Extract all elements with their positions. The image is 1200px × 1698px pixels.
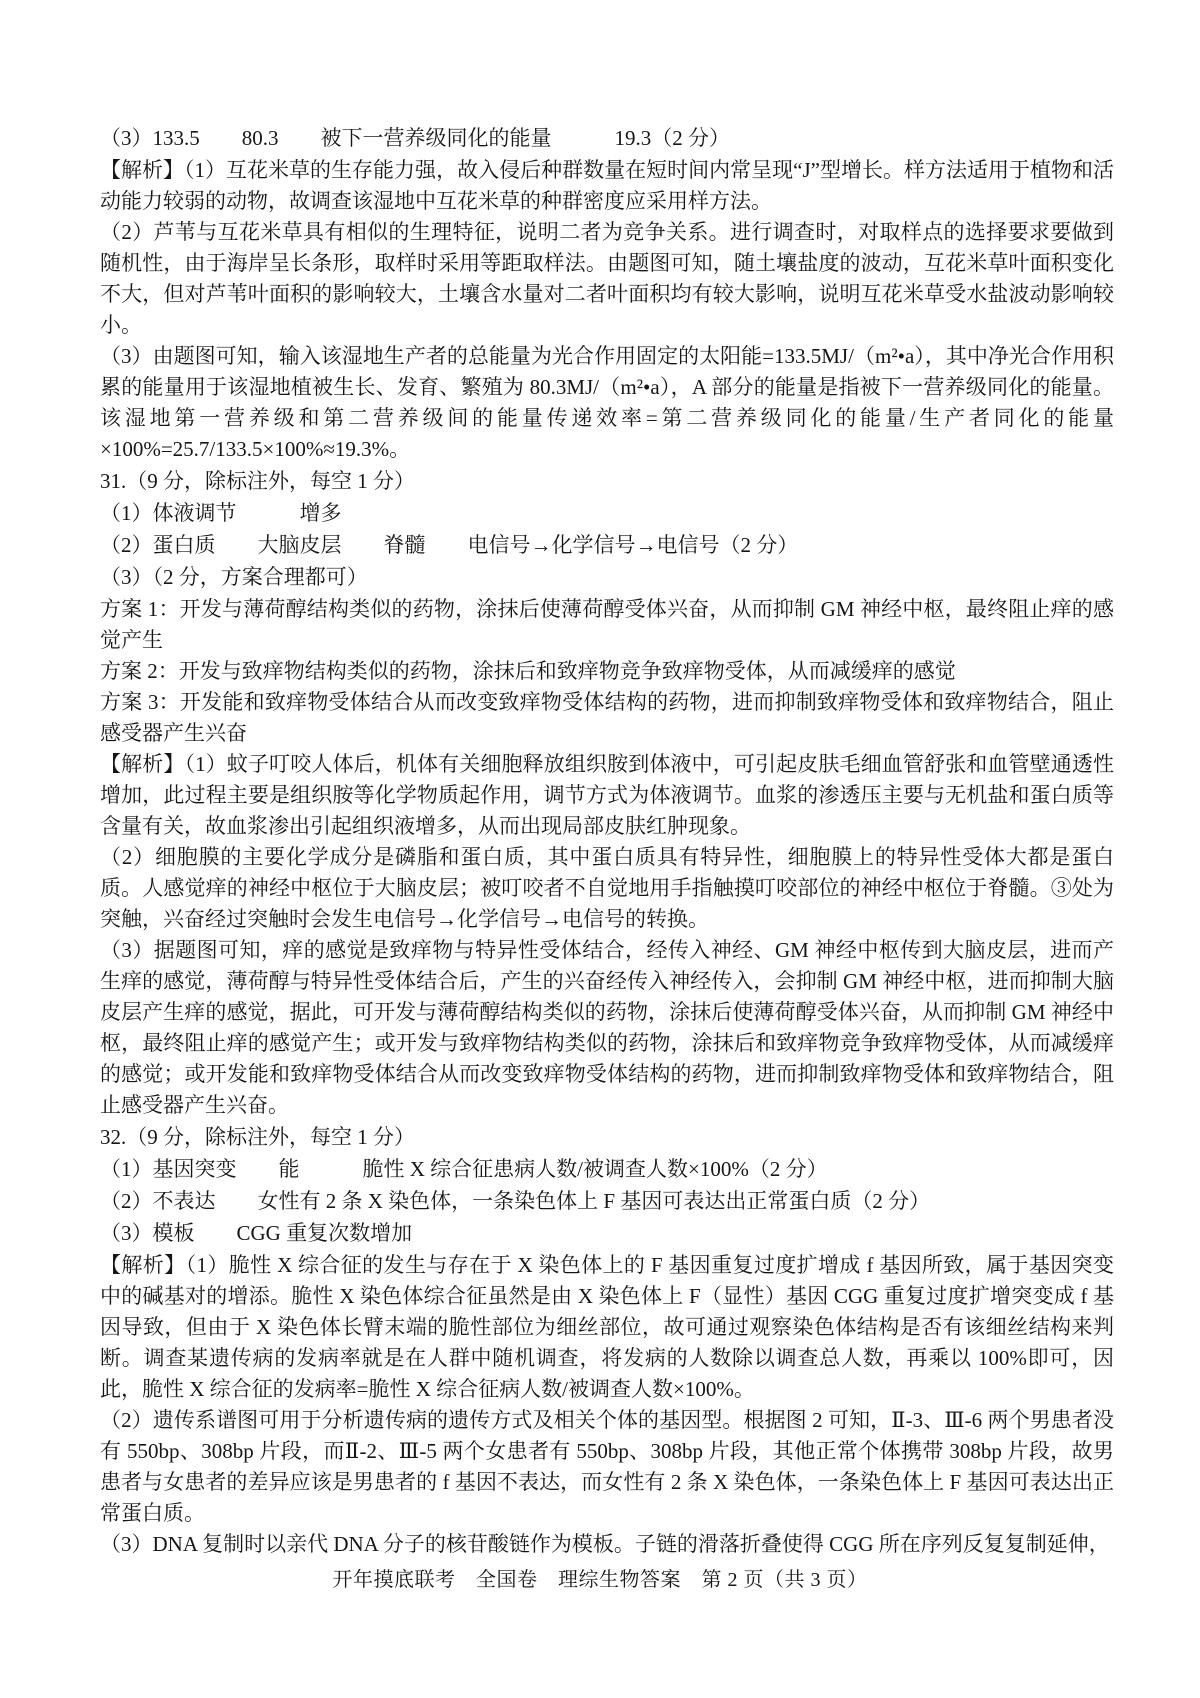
q32-analysis-para-3: （3）DNA 复制时以亲代 DNA 分子的核苷酸链作为模板。子链的滑落折叠使得 CGG 所在序列反复复制延伸， (100, 1532, 1110, 1556)
q32-answer-2: （2）不表达 女性有 2 条 X 染色体，一条染色体上 F 基因可表达出正常蛋白质（2 分） (100, 1189, 931, 1213)
page-footer: 开年摸底联考 全国卷 理综生物答案 第 2 页（共 3 页） (332, 1569, 868, 1591)
q31-plan-3: 方案 3：开发能和致痒物受体结合从而改变致痒物受体结构的药物，进而抑制致痒物受体和致痒物结合，阻止感受器产生兴奋 (100, 690, 1114, 745)
q31-heading: 31.（9 分，除标注外，每空 1 分） (100, 469, 415, 493)
q32-analysis-para-1: 【解析】（1）脆性 X 综合征的发生与存在于 X 染色体上的 F 基因重复过度扩增成 f 基因所致，属于基因突变中的碱基对的增添。脆性 X 染色体综合征虽然是由 X 染色体上 F（显性）基因 CGG 重复过度扩增突变成 f 基因导致，但由于 X 染色体长臂末端的脆性部位为细丝部位，故可通过观察染色体结构是否有该细丝结构来判断。调查某遗传病的发病率就是在人群中随机调查，将发病的人数除以调查总人数，再乘以 100%即可，因此，脆性 X 综合征的发病率=脆性 X 综合征病人数/被调查人数×100%。 (100, 1253, 1114, 1401)
q31-answer-1: （1）体液调节 增多 (100, 501, 342, 525)
q31-analysis-para-1: 【解析】（1）蚊子叮咬人体后，机体有关细胞释放组织胺到体液中，可引起皮肤毛细血管舒张和血管壁通透性增加，此过程主要是组织胺等化学物质起作用，调节方式为体液调节。血浆的渗透压主要与无机盐和蛋白质等含量有关，故血浆渗出引起组织液增多，从而出现局部皮肤红肿现象。 (100, 752, 1114, 838)
q32-answer-3: （3）模板 CGG 重复次数增加 (100, 1221, 413, 1245)
q32-answer-1: （1）基因突变 能 脆性 X 综合征患病人数/被调查人数×100%（2 分） (100, 1157, 828, 1181)
document-content (100, 122, 1114, 1560)
q31-answer-3: （3）（2 分，方案合理都可） (100, 565, 368, 589)
q31-answer-2: （2）蛋白质 大脑皮层 脊髓 电信号→化学信号→电信号（2 分） (100, 533, 799, 557)
q31-analysis-para-3: （3）据题图可知，痒的感觉是致痒物与特异性受体结合，经传入神经、GM 神经中枢传到大脑皮层，进而产生痒的感觉，薄荷醇与特异性受体结合后，产生的兴奋经传入神经传入，会抑制 GM 神经中枢，进而抑制大脑皮层产生痒的感觉，据此，可开发与薄荷醇结构类似的药物，涂抹后使薄荷醇受体兴奋，从而抑制 GM 神经中枢，最终阻止痒的感觉产生；或开发与致痒物结构类似的药物，涂抹后和致痒物竞争致痒物受体，从而减缓痒的感觉；或开发能和致痒物受体结合从而改变致痒物受体结构的药物，进而抑制致痒物受体和致痒物结合，阻止感受器产生兴奋。 (100, 938, 1114, 1117)
q31-plan-1: 方案 1：开发与薄荷醇结构类似的药物，涂抹后使薄荷醇受体兴奋，从而抑制 GM 神经中枢，最终阻止痒的感觉产生 (100, 597, 1114, 652)
q30-analysis-para-3: （3）由题图可知，输入该湿地生产者的总能量为光合作用固定的太阳能=133.5MJ/（m²•a），其中净光合作用积累的能量用于该湿地植被生长、发育、繁殖为 80.3MJ/（m²•a），A 部分的能量是指被下一营养级同化的能量。该湿地第一营养级和第二营养级间的能量传递效率=第二营养级同化的能量/生产者同化的能量×100%=25.7/133.5×100%≈19.3%。 (100, 344, 1114, 461)
q30-answer-line-3: （3）133.5 80.3 被下一营养级同化的能量 19.3（2 分） (100, 126, 730, 150)
q31-analysis-para-2: （2）细胞膜的主要化学成分是磷脂和蛋白质，其中蛋白质具有特异性，细胞膜上的特异性受体大都是蛋白质。人感觉痒的神经中枢位于大脑皮层；被叮咬者不自觉地用手指触摸叮咬部位的神经中枢位于脊髓。③处为突触，兴奋经过突触时会发生电信号→化学信号→电信号的转换。 (100, 845, 1114, 931)
q30-analysis-para-1: 【解析】（1）互花米草的生存能力强，故入侵后种群数量在短时间内常呈现“J”型增长。样方法适用于植物和活动能力较弱的动物，故调查该湿地中互花米草的种群密度应采用样方法。 (100, 158, 1114, 213)
q31-plan-2: 方案 2：开发与致痒物结构类似的药物，涂抹后和致痒物竞争致痒物受体，从而减缓痒的感觉 (100, 659, 956, 683)
q32-analysis-para-2: （2）遗传系谱图可用于分析遗传病的遗传方式及相关个体的基因型。根据图 2 可知，Ⅱ-3、Ⅲ-6 两个男患者没有 550bp、308bp 片段，而Ⅱ-2、Ⅲ-5 两个女患者有 550bp、308bp 片段，其他正常个体携带 308bp 片段，故男患者与女患者的差异应该是男患者的 f 基因不表达，而女性有 2 条 X 染色体，一条染色体上 F 基因可表达出正常蛋白质。 (100, 1408, 1114, 1525)
q32-heading: 32.（9 分，除标注外，每空 1 分） (100, 1125, 415, 1149)
q30-analysis-para-2: （2）芦苇与互花米草具有相似的生理特征，说明二者为竞争关系。进行调查时，对取样点的选择要求要做到随机性，由于海岸呈长条形，取样时采用等距取样法。由题图可知，随土壤盐度的波动，互花米草叶面积变化不大，但对芦苇叶面积的影响较大，土壤含水量对二者叶面积均有较大影响，说明互花米草受水盐波动影响较小。 (100, 220, 1114, 337)
